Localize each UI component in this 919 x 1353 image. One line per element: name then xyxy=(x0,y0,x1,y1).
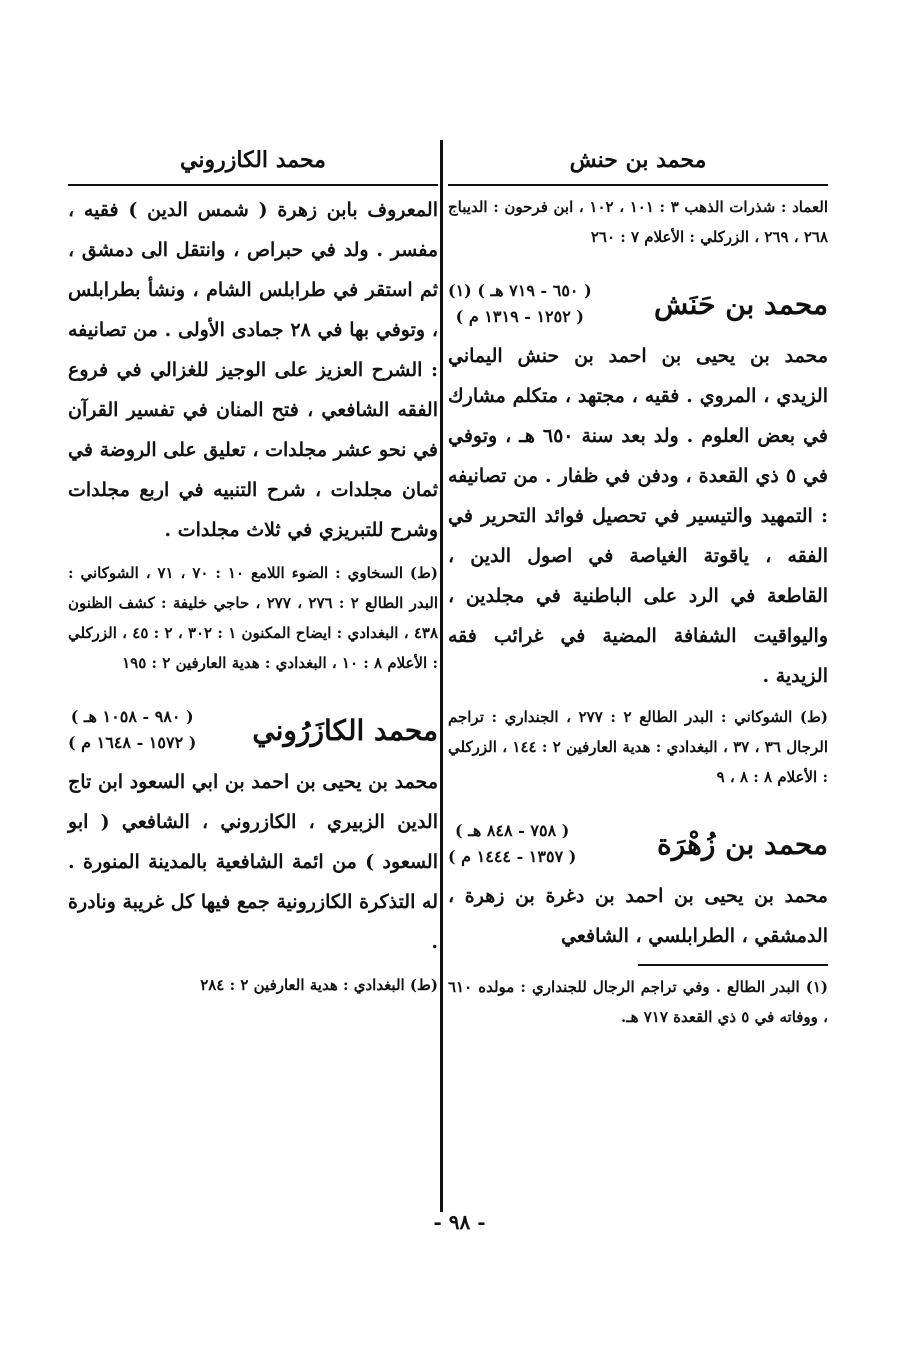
entry-dates xyxy=(68,704,196,756)
entry-heading xyxy=(448,818,828,870)
entry-dates-hijri: ( ٩٨٠ - ١٠٥٨ هـ ) xyxy=(70,707,194,726)
entry-references: (ط) الشوكاني : البدر الطالع ٢ : ٢٧٧ ، الجنداري : تراجم الرجال ٣٦ ، ٣٧ ، البغدادي : هدية العارفين ٢ : ١٤٤ ، الزركلي : الأعلام ٨ : ٨ ، ٩ xyxy=(448,708,829,786)
right-column xyxy=(448,140,828,1032)
entry-dates-hijri: ( ٦٥٠ - ٧١٩ هـ ) (١) xyxy=(448,281,592,300)
right-continuation-refs: العماد : شذرات الذهب ٣ : ١٠١ ، ١٠٢ ، ابن فرحون : الديباج ٢٦٨ ، ٢٦٩ ، الزركلي : الأعلام ٧ : ٢٦٠ xyxy=(448,198,828,246)
entry-dates-gregorian: ( ١٣٥٧ - ١٤٤٤ م ) xyxy=(448,847,577,866)
entry-dates-gregorian: ( ١٥٧٢ - ١٦٤٨ م ) xyxy=(68,733,197,752)
entry-name: محمد بن حَنَش xyxy=(653,287,828,321)
entry-name: محمد الكازَرُوني xyxy=(252,713,438,747)
entry-body: محمد بن يحيى بن احمد بن ابي السعود ابن تاج الدين الزبيري ، الكازروني ، الشافعي ( ابو السعود ) من ائمة الشافعية بالمدينة المنورة . له التذكرة الكازرونية جمع فيها كل غريبة ونادرة . xyxy=(68,771,438,953)
left-column xyxy=(68,140,438,1000)
page-number: - ٩٨ - xyxy=(433,1210,486,1234)
entry-dates xyxy=(448,278,592,330)
left-running-header: محمد الكازروني xyxy=(68,140,438,186)
entry-body: محمد بن يحيى بن احمد بن دغرة بن زهرة ، الدمشقي ، الطرابلسي ، الشافعي xyxy=(448,885,828,947)
entry-dates xyxy=(448,818,576,870)
entry-references: (ط) البغدادي : هدية العارفين ٢ : ٢٨٤ xyxy=(200,976,438,994)
left-continuation-refs: (ط) السخاوي : الضوء اللامع ١٠ : ٧٠ ، ٧١ ، الشوكاني : البدر الطالع ٢ : ٢٧٦ ، ٢٧٧ ، حاجي خليفة : كشف الظنون ٤٣٨ ، البغدادي : ايضاح المكنون ١ : ٣٠٢ ، ٢ : ٤٥ ، الزركلي : الأعلام ٨ : ١٠ ، البغدادي : هدية العارفين ٢ : ١٩٥ xyxy=(68,564,439,672)
entry-dates-hijri: ( ٧٥٨ - ٨٤٨ هـ ) xyxy=(454,821,570,840)
entry-name: محمد بن زُهْرَة xyxy=(657,827,828,861)
entry-heading xyxy=(448,278,828,330)
right-running-header: محمد بن حنش xyxy=(448,140,828,186)
footnote: (١) البدر الطالع . وفي تراجم الرجال للجنداري : مولده ٦١٠ ، ووفاته في ٥ ذي القعدة ٧١٧ هـ. xyxy=(448,978,828,1026)
entry-body: محمد بن يحيى بن احمد بن حنش اليماني الزيدي ، المروي . فقيه ، مجتهد ، متكلم مشارك في بعض العلوم . ولد بعد سنة ٦٥٠ هـ ، وتوفي في ٥ ذي القعدة ، ودفن في ظفار . من تصانيفه : التمهيد والتيسير في تحصيل فوائد التحرير في الفقه ، ياقوتة الغياصة في اصول الدين ، القاطعة في الرد على الباطنية في مجلدين ، واليواقيت الشفافة المضية في غرائب فقه الزيدية . xyxy=(448,345,828,687)
column-divider xyxy=(440,140,443,1212)
footnote-rule xyxy=(638,964,828,966)
entry-heading xyxy=(68,704,438,756)
left-continuation-body: المعروف بابن زهرة ( شمس الدين ) فقيه ، مفسر . ولد في حبراص ، وانتقل الى دمشق ، ثم استقر في طرابلس الشام ، ونشأ بطرابلس ، وتوفي بها في ٢٨ جمادى الأولى . من تصانيفه : الشرح العزيز على الوجيز للغزالي في فروع الفقه الشافعي ، فتح المنان في تفسير القرآن في نحو عشر مجلدات ، تعليق على الروضة في ثمان مجلدات ، شرح التنبيه في اربع مجلدات وشرح للتبريزي في ثلاث مجلدات . xyxy=(68,199,439,541)
entry-dates-gregorian: ( ١٢٥٢ - ١٣١٩ م ) xyxy=(455,307,584,326)
